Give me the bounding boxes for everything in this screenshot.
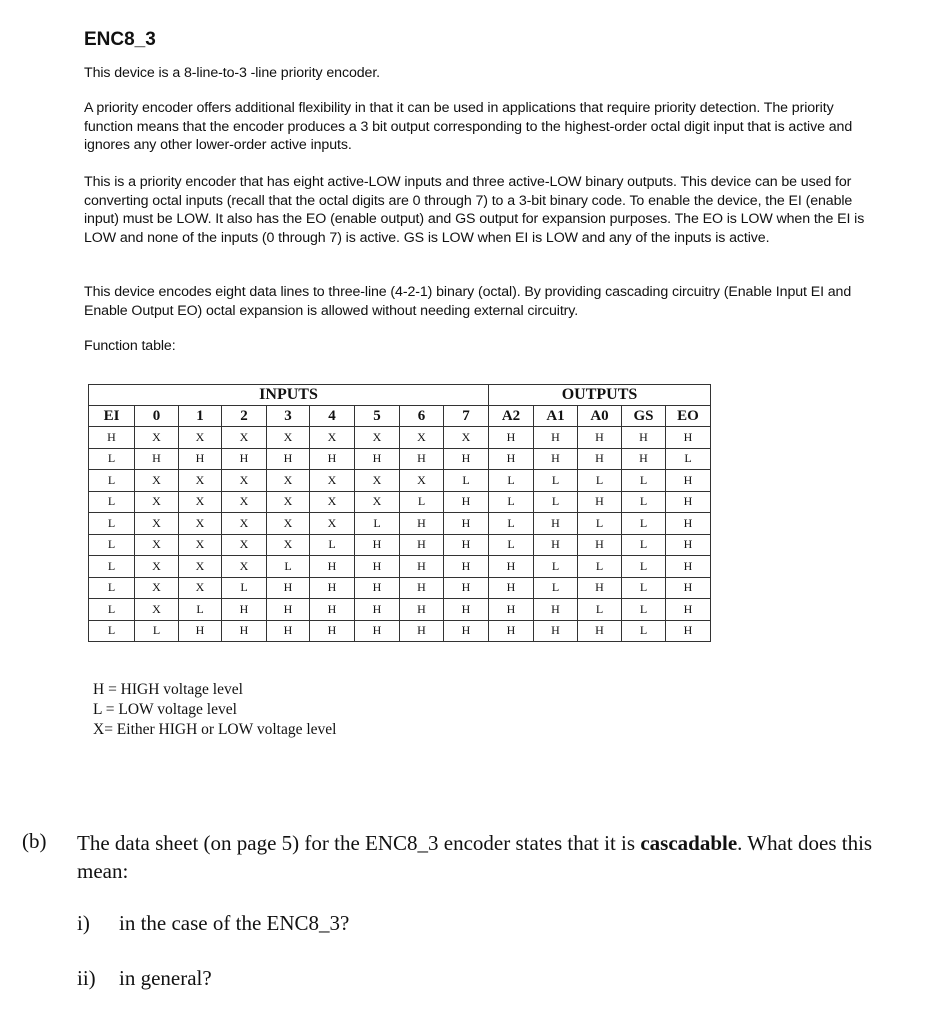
table-cell: H — [400, 513, 444, 535]
table-cell: L — [89, 491, 135, 513]
table-row — [89, 577, 711, 599]
sub-question-ii — [77, 966, 212, 991]
column-header: 3 — [267, 406, 310, 427]
table-cell: H — [179, 448, 222, 470]
table-row — [89, 491, 711, 513]
column-header: A2 — [489, 406, 534, 427]
question-label: (b) — [22, 829, 47, 853]
table-cell: L — [622, 599, 666, 621]
sub-question-i — [77, 911, 349, 936]
table-cell: L — [622, 556, 666, 578]
table-cell: H — [444, 448, 489, 470]
table-cell: X — [135, 577, 179, 599]
table-cell: L — [89, 513, 135, 535]
column-header: 4 — [310, 406, 355, 427]
table-cell: H — [666, 513, 711, 535]
table-cell: H — [578, 448, 622, 470]
table-cell: H — [400, 599, 444, 621]
table-cell: X — [267, 534, 310, 556]
table-row — [89, 448, 711, 470]
table-cell: H — [355, 556, 400, 578]
table-cell: H — [534, 448, 578, 470]
document-title: ENC8_3 — [84, 29, 156, 50]
table-cell: H — [89, 427, 135, 449]
table-cell: X — [179, 427, 222, 449]
question-keyword: cascadable — [640, 831, 738, 855]
cascading-paragraph: This device encodes eight data lines to three-line (4-2-1) binary (octal). By providing cascading circuitry (Enable Input EI and Enable Output EO) octal expansion is allowed without needing external circuitry. — [84, 284, 852, 319]
table-cell: L — [489, 534, 534, 556]
table-cell: H — [267, 599, 310, 621]
table-cell: H — [400, 448, 444, 470]
sub-question-i-text: in the case of the ENC8_3? — [119, 911, 350, 935]
table-row — [89, 599, 711, 621]
table-cell: L — [534, 470, 578, 492]
table-cell: L — [310, 534, 355, 556]
table-cell: L — [355, 513, 400, 535]
table-cell: H — [534, 427, 578, 449]
table-cell: X — [222, 534, 267, 556]
table-cell: X — [135, 513, 179, 535]
table-cell: L — [489, 470, 534, 492]
table-cell: H — [355, 599, 400, 621]
legend-high: H = HIGH voltage level — [93, 681, 243, 698]
table-cell: X — [400, 427, 444, 449]
table-cell: H — [135, 448, 179, 470]
question-text-after: . What does this mean: — [77, 831, 873, 883]
table-cell: H — [222, 448, 267, 470]
column-header-row — [89, 406, 711, 427]
column-header: 7 — [444, 406, 489, 427]
table-cell: H — [400, 534, 444, 556]
priority-paragraph: A priority encoder offers additional flexibility in that it can be used in applications that require priority detection. The priority function means that the encoder produces a 3 bit output corresponding to the highest-order octal digit input that is active and ignores any other lower-order active inputs. — [84, 100, 853, 153]
table-cell: H — [267, 448, 310, 470]
table-cell: H — [578, 427, 622, 449]
table-cell: L — [534, 491, 578, 513]
table-cell: L — [89, 470, 135, 492]
table-cell: L — [534, 577, 578, 599]
table-row — [89, 427, 711, 449]
table-cell: H — [355, 620, 400, 642]
table-cell: H — [666, 620, 711, 642]
table-cell: L — [578, 556, 622, 578]
table-cell: X — [179, 513, 222, 535]
function-table — [88, 384, 711, 642]
table-cell: L — [622, 470, 666, 492]
function-table-body — [89, 427, 711, 642]
column-header: 1 — [179, 406, 222, 427]
inputs-group-header: INPUTS — [89, 385, 489, 406]
table-cell: H — [310, 577, 355, 599]
table-cell: X — [267, 470, 310, 492]
table-row — [89, 470, 711, 492]
table-cell: L — [666, 448, 711, 470]
sub-question-i-label: i) — [77, 911, 90, 935]
table-cell: H — [666, 599, 711, 621]
table-cell: L — [534, 556, 578, 578]
table-cell: H — [400, 577, 444, 599]
table-cell: X — [179, 534, 222, 556]
table-cell: X — [222, 556, 267, 578]
table-cell: H — [400, 620, 444, 642]
table-cell: H — [444, 556, 489, 578]
outputs-group-header: OUTPUTS — [489, 385, 711, 406]
table-cell: X — [179, 470, 222, 492]
table-cell: X — [135, 491, 179, 513]
table-cell: X — [135, 534, 179, 556]
table-cell: H — [666, 577, 711, 599]
table-cell: H — [534, 513, 578, 535]
table-cell: X — [400, 470, 444, 492]
table-cell: L — [622, 534, 666, 556]
table-cell: H — [310, 620, 355, 642]
column-header: EO — [666, 406, 711, 427]
table-cell: H — [355, 534, 400, 556]
table-cell: H — [355, 577, 400, 599]
table-cell: L — [489, 513, 534, 535]
table-cell: H — [534, 620, 578, 642]
table-cell: X — [222, 427, 267, 449]
table-cell: H — [578, 491, 622, 513]
table-cell: H — [355, 448, 400, 470]
table-cell: H — [489, 448, 534, 470]
table-cell: H — [267, 620, 310, 642]
table-cell: X — [267, 513, 310, 535]
table-cell: L — [489, 491, 534, 513]
table-cell: X — [355, 491, 400, 513]
table-cell: L — [578, 513, 622, 535]
table-cell: H — [444, 491, 489, 513]
table-cell: L — [89, 599, 135, 621]
table-cell: L — [89, 534, 135, 556]
table-cell: L — [222, 577, 267, 599]
table-cell: H — [666, 491, 711, 513]
column-header: 5 — [355, 406, 400, 427]
column-header: 0 — [135, 406, 179, 427]
table-cell: H — [666, 427, 711, 449]
column-header: A1 — [534, 406, 578, 427]
table-cell: X — [310, 427, 355, 449]
table-cell: H — [444, 534, 489, 556]
table-cell: L — [578, 599, 622, 621]
question-text-before: The data sheet (on page 5) for the ENC8_3 encoder states that it is — [77, 831, 641, 855]
table-cell: L — [135, 620, 179, 642]
table-cell: H — [578, 534, 622, 556]
table-cell: H — [310, 448, 355, 470]
table-cell: L — [267, 556, 310, 578]
table-cell: X — [310, 513, 355, 535]
table-cell: L — [89, 556, 135, 578]
table-cell: X — [267, 427, 310, 449]
table-cell: X — [135, 556, 179, 578]
table-cell: H — [444, 577, 489, 599]
table-cell: H — [622, 427, 666, 449]
table-cell: H — [534, 534, 578, 556]
group-header-row — [89, 385, 711, 406]
column-header: 2 — [222, 406, 267, 427]
table-cell: X — [135, 470, 179, 492]
table-cell: H — [489, 556, 534, 578]
table-cell: H — [534, 599, 578, 621]
sub-question-ii-label: ii) — [77, 966, 96, 990]
table-cell: X — [135, 599, 179, 621]
table-cell: L — [400, 491, 444, 513]
legend-low: L = LOW voltage level — [93, 701, 237, 718]
column-header: 6 — [400, 406, 444, 427]
table-cell: H — [489, 599, 534, 621]
table-cell: L — [89, 577, 135, 599]
table-cell: X — [222, 491, 267, 513]
table-cell: H — [310, 599, 355, 621]
table-cell: H — [222, 620, 267, 642]
table-cell: H — [666, 534, 711, 556]
table-cell: H — [578, 620, 622, 642]
table-cell: L — [622, 491, 666, 513]
function-table-label: Function table: — [84, 338, 176, 354]
table-cell: X — [444, 427, 489, 449]
table-cell: L — [622, 513, 666, 535]
table-cell: X — [179, 577, 222, 599]
table-cell: L — [622, 620, 666, 642]
table-cell: L — [179, 599, 222, 621]
table-cell: H — [267, 577, 310, 599]
legend — [93, 680, 336, 740]
table-cell: H — [310, 556, 355, 578]
table-cell: H — [489, 577, 534, 599]
table-cell: X — [310, 470, 355, 492]
table-cell: H — [666, 556, 711, 578]
table-cell: X — [179, 491, 222, 513]
column-header: A0 — [578, 406, 622, 427]
table-row — [89, 556, 711, 578]
table-row — [89, 513, 711, 535]
table-cell: X — [222, 513, 267, 535]
table-cell: H — [444, 513, 489, 535]
legend-either: X= Either HIGH or LOW voltage level — [93, 721, 337, 738]
table-cell: L — [89, 448, 135, 470]
table-cell: X — [310, 491, 355, 513]
table-cell: H — [222, 599, 267, 621]
table-cell: H — [444, 599, 489, 621]
table-cell: L — [444, 470, 489, 492]
table-cell: H — [578, 577, 622, 599]
table-row — [89, 620, 711, 642]
table-row — [89, 534, 711, 556]
table-cell: H — [489, 620, 534, 642]
description-paragraph: This is a priority encoder that has eight active-LOW inputs and three active-LOW binary outputs. This device can be used for converting octal inputs (recall that the octal digits are 0 through 7) to a 3-bit binary code. To enable the device, the EI (enable input) must be LOW. It also has the EO (enable output) and GS output for expansion purposes. The EO is LOW when the EI is LOW and none of the inputs (0 through 7) is active. GS is LOW when EI is LOW and any of the inputs is active. — [84, 174, 865, 246]
table-cell: H — [666, 470, 711, 492]
table-cell: X — [135, 427, 179, 449]
table-cell: H — [622, 448, 666, 470]
table-cell: L — [578, 470, 622, 492]
table-cell: L — [89, 620, 135, 642]
sub-question-ii-text: in general? — [119, 966, 212, 990]
column-header: GS — [622, 406, 666, 427]
question-text — [77, 829, 927, 885]
table-cell: H — [179, 620, 222, 642]
column-header: EI — [89, 406, 135, 427]
intro-paragraph: This device is a 8-line-to-3 -line priority encoder. — [84, 65, 381, 81]
table-cell: X — [222, 470, 267, 492]
table-cell: X — [267, 491, 310, 513]
table-cell: X — [355, 427, 400, 449]
table-cell: H — [444, 620, 489, 642]
table-cell: X — [355, 470, 400, 492]
table-cell: H — [400, 556, 444, 578]
table-cell: X — [179, 556, 222, 578]
table-cell: L — [622, 577, 666, 599]
table-cell: H — [489, 427, 534, 449]
